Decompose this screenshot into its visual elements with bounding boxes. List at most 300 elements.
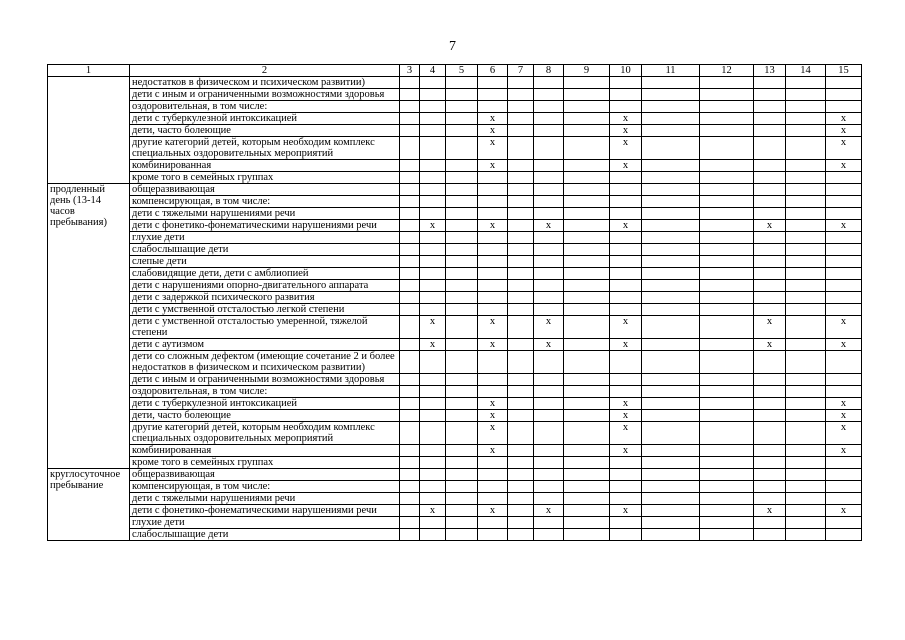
mark-cell: [826, 457, 862, 469]
mark-cell: [642, 386, 700, 398]
mark-cell: [508, 208, 534, 220]
mark-cell: [564, 457, 610, 469]
column-header: 7: [508, 65, 534, 77]
row-label: компенсирующая, в том числе:: [130, 481, 400, 493]
mark-cell: [826, 184, 862, 196]
mark-cell: [420, 422, 446, 445]
table-row: [48, 445, 862, 457]
mark-cell: [446, 280, 478, 292]
mark-cell: [508, 469, 534, 481]
row-label: дети с туберкулезной интоксикацией: [130, 398, 400, 410]
mark-cell: [564, 125, 610, 137]
mark-cell: [508, 184, 534, 196]
column-header: 15: [826, 65, 862, 77]
column-header: 5: [446, 65, 478, 77]
mark-cell: [446, 137, 478, 160]
mark-cell: [400, 268, 420, 280]
mark-cell: [642, 469, 700, 481]
mark-cell: [534, 529, 564, 541]
column-header: 1: [48, 65, 130, 77]
table-row: [48, 517, 862, 529]
mark-cell: [754, 280, 786, 292]
column-header: 4: [420, 65, 446, 77]
mark-cell: [786, 208, 826, 220]
mark-cell: [754, 398, 786, 410]
mark-cell: [478, 529, 508, 541]
mark-cell: x: [478, 505, 508, 517]
mark-cell: [420, 445, 446, 457]
mark-cell: [508, 77, 534, 89]
mark-cell: [826, 101, 862, 113]
mark-cell: x: [826, 220, 862, 232]
row-label: дети со сложным дефектом (имеющие сочетание 2 и более недостатков в физическом и психическом развитии): [130, 351, 400, 374]
mark-cell: [446, 220, 478, 232]
mark-cell: [610, 304, 642, 316]
mark-cell: [610, 292, 642, 304]
mark-cell: [564, 208, 610, 220]
mark-cell: [508, 125, 534, 137]
mark-cell: [534, 89, 564, 101]
mark-cell: [420, 268, 446, 280]
mark-cell: [534, 244, 564, 256]
mark-cell: [446, 208, 478, 220]
mark-cell: [700, 208, 754, 220]
mark-cell: [508, 220, 534, 232]
mark-cell: [534, 160, 564, 172]
mark-cell: x: [478, 316, 508, 339]
mark-cell: [420, 481, 446, 493]
mark-cell: [420, 77, 446, 89]
column-header: 11: [642, 65, 700, 77]
mark-cell: [446, 113, 478, 125]
mark-cell: [400, 351, 420, 374]
mark-cell: [400, 232, 420, 244]
mark-cell: [446, 457, 478, 469]
mark-cell: [564, 232, 610, 244]
mark-cell: x: [610, 113, 642, 125]
mark-cell: x: [610, 422, 642, 445]
mark-cell: x: [610, 160, 642, 172]
mark-cell: [534, 351, 564, 374]
mark-cell: x: [420, 220, 446, 232]
mark-cell: [610, 77, 642, 89]
mark-cell: [786, 292, 826, 304]
mark-cell: [700, 469, 754, 481]
mark-cell: [700, 184, 754, 196]
mark-cell: [786, 77, 826, 89]
mark-cell: [508, 445, 534, 457]
mark-cell: [700, 422, 754, 445]
mark-cell: [700, 481, 754, 493]
row-label: комбинированная: [130, 160, 400, 172]
mark-cell: [610, 517, 642, 529]
mark-cell: [642, 184, 700, 196]
column-header: 13: [754, 65, 786, 77]
mark-cell: [786, 505, 826, 517]
table-row: [48, 244, 862, 256]
table-row: [48, 316, 862, 339]
mark-cell: [564, 505, 610, 517]
mark-cell: [534, 232, 564, 244]
column-header: 10: [610, 65, 642, 77]
mark-cell: [642, 172, 700, 184]
mark-cell: [786, 339, 826, 351]
mark-cell: [642, 445, 700, 457]
mark-cell: [446, 101, 478, 113]
mark-cell: [446, 398, 478, 410]
mark-cell: [446, 445, 478, 457]
mark-cell: [642, 220, 700, 232]
mark-cell: [700, 304, 754, 316]
row-label: другие категорий детей, которым необходим комплекс специальных оздоровительных мероприятий: [130, 422, 400, 445]
mark-cell: [534, 374, 564, 386]
mark-cell: [610, 457, 642, 469]
mark-cell: [420, 184, 446, 196]
row-label: дети, часто болеющие: [130, 410, 400, 422]
mark-cell: [610, 89, 642, 101]
mark-cell: x: [420, 505, 446, 517]
mark-cell: [564, 529, 610, 541]
mark-cell: [826, 89, 862, 101]
mark-cell: [786, 398, 826, 410]
table-row: [48, 386, 862, 398]
mark-cell: [564, 292, 610, 304]
row-label: слабослышащие дети: [130, 529, 400, 541]
mark-cell: x: [610, 505, 642, 517]
mark-cell: [420, 469, 446, 481]
mark-cell: [446, 304, 478, 316]
mark-cell: [564, 220, 610, 232]
mark-cell: [754, 422, 786, 445]
mark-cell: [478, 351, 508, 374]
mark-cell: [700, 89, 754, 101]
mark-cell: [700, 220, 754, 232]
mark-cell: [534, 445, 564, 457]
row-label: дети, часто болеющие: [130, 125, 400, 137]
row-label: общеразвивающая: [130, 184, 400, 196]
mark-cell: [446, 172, 478, 184]
mark-cell: [478, 469, 508, 481]
mark-cell: [786, 160, 826, 172]
row-label: слабослышащие дети: [130, 244, 400, 256]
mark-cell: [642, 457, 700, 469]
mark-cell: [478, 184, 508, 196]
mark-cell: [446, 316, 478, 339]
mark-cell: [534, 493, 564, 505]
mark-cell: [508, 268, 534, 280]
mark-cell: [754, 304, 786, 316]
table-row: [48, 220, 862, 232]
row-label: недостатков в физическом и психическом развитии): [130, 77, 400, 89]
mark-cell: [564, 280, 610, 292]
mark-cell: x: [478, 339, 508, 351]
mark-cell: [534, 125, 564, 137]
mark-cell: x: [754, 505, 786, 517]
mark-cell: [400, 304, 420, 316]
mark-cell: [508, 280, 534, 292]
mark-cell: [754, 386, 786, 398]
table-row: [48, 292, 862, 304]
mark-cell: [754, 77, 786, 89]
mark-cell: [786, 316, 826, 339]
mark-cell: [700, 160, 754, 172]
mark-cell: [400, 172, 420, 184]
mark-cell: [400, 256, 420, 268]
mark-cell: [564, 517, 610, 529]
mark-cell: [700, 292, 754, 304]
table-row: [48, 196, 862, 208]
row-label: слабовидящие дети, дети с амблиопией: [130, 268, 400, 280]
mark-cell: [478, 256, 508, 268]
mark-cell: [754, 469, 786, 481]
mark-cell: [786, 469, 826, 481]
table-row: [48, 101, 862, 113]
mark-cell: [400, 160, 420, 172]
mark-cell: [400, 244, 420, 256]
mark-cell: [700, 410, 754, 422]
row-label: слепые дети: [130, 256, 400, 268]
mark-cell: [446, 232, 478, 244]
mark-cell: [400, 410, 420, 422]
mark-cell: [826, 292, 862, 304]
mark-cell: [564, 196, 610, 208]
mark-cell: x: [826, 316, 862, 339]
mark-cell: [700, 244, 754, 256]
row-label: дети с тяжелыми нарушениями речи: [130, 493, 400, 505]
table-row: [48, 422, 862, 445]
row-label: дети с иным и ограниченными возможностями здоровья: [130, 89, 400, 101]
row-label: дети с туберкулезной интоксикацией: [130, 113, 400, 125]
mark-cell: [754, 445, 786, 457]
mark-cell: [754, 529, 786, 541]
mark-cell: [642, 493, 700, 505]
mark-cell: [508, 304, 534, 316]
mark-cell: x: [610, 220, 642, 232]
mark-cell: [610, 256, 642, 268]
mark-cell: [564, 184, 610, 196]
mark-cell: [400, 77, 420, 89]
mark-cell: [446, 351, 478, 374]
mark-cell: [446, 196, 478, 208]
mark-cell: [754, 256, 786, 268]
mark-cell: [446, 292, 478, 304]
mark-cell: x: [610, 398, 642, 410]
row-label: дети с аутизмом: [130, 339, 400, 351]
row-label: кроме того в семейных группах: [130, 457, 400, 469]
mark-cell: [642, 89, 700, 101]
mark-cell: [508, 160, 534, 172]
mark-cell: [478, 77, 508, 89]
mark-cell: [534, 481, 564, 493]
mark-cell: [478, 304, 508, 316]
mark-cell: [610, 493, 642, 505]
mark-cell: [420, 374, 446, 386]
row-label: дети с умственной отсталостью умеренной, тяжелой степени: [130, 316, 400, 339]
mark-cell: [446, 89, 478, 101]
mark-cell: x: [420, 316, 446, 339]
mark-cell: [420, 410, 446, 422]
mark-cell: [786, 304, 826, 316]
mark-cell: [610, 469, 642, 481]
mark-cell: [642, 398, 700, 410]
mark-cell: [610, 244, 642, 256]
mark-cell: [642, 374, 700, 386]
mark-cell: x: [826, 113, 862, 125]
row-label: оздоровительная, в том числе:: [130, 101, 400, 113]
mark-cell: x: [534, 316, 564, 339]
mark-cell: [700, 339, 754, 351]
mark-cell: x: [826, 160, 862, 172]
mark-cell: [610, 481, 642, 493]
mark-cell: [642, 316, 700, 339]
mark-cell: [754, 101, 786, 113]
mark-cell: [826, 351, 862, 374]
mark-cell: [446, 77, 478, 89]
mark-cell: [508, 422, 534, 445]
mark-cell: [400, 208, 420, 220]
mark-cell: [642, 292, 700, 304]
mark-cell: [754, 517, 786, 529]
mark-cell: x: [610, 339, 642, 351]
mark-cell: [400, 184, 420, 196]
mark-cell: [446, 410, 478, 422]
row-label: глухие дети: [130, 517, 400, 529]
mark-cell: [826, 196, 862, 208]
mark-cell: x: [826, 505, 862, 517]
header-row: [48, 65, 862, 77]
mark-cell: [400, 457, 420, 469]
mark-cell: [478, 244, 508, 256]
mark-cell: [534, 113, 564, 125]
mark-cell: x: [754, 316, 786, 339]
mark-cell: [508, 256, 534, 268]
mark-cell: [420, 398, 446, 410]
row-label: дети с умственной отсталостью легкой степени: [130, 304, 400, 316]
mark-cell: x: [478, 125, 508, 137]
mark-cell: [564, 172, 610, 184]
mark-cell: [754, 232, 786, 244]
mark-cell: [534, 517, 564, 529]
mark-cell: [786, 386, 826, 398]
mark-cell: [642, 77, 700, 89]
mark-cell: [826, 386, 862, 398]
row-label: дети с тяжелыми нарушениями речи: [130, 208, 400, 220]
mark-cell: [826, 374, 862, 386]
mark-cell: [400, 505, 420, 517]
mark-cell: x: [826, 422, 862, 445]
mark-cell: [446, 529, 478, 541]
mark-cell: [420, 457, 446, 469]
mark-cell: [610, 351, 642, 374]
mark-cell: x: [610, 137, 642, 160]
table-row: [48, 529, 862, 541]
mark-cell: [508, 339, 534, 351]
mark-cell: [786, 445, 826, 457]
mark-cell: [534, 410, 564, 422]
mark-cell: [564, 469, 610, 481]
mark-cell: [610, 280, 642, 292]
mark-cell: [400, 292, 420, 304]
mark-cell: [642, 160, 700, 172]
mark-cell: [564, 101, 610, 113]
mark-cell: [508, 529, 534, 541]
mark-cell: [786, 244, 826, 256]
mark-cell: [700, 517, 754, 529]
mark-cell: [610, 268, 642, 280]
row-label: кроме того в семейных группах: [130, 172, 400, 184]
mark-cell: [826, 493, 862, 505]
mark-cell: [420, 101, 446, 113]
mark-cell: [564, 481, 610, 493]
mark-cell: [534, 398, 564, 410]
mark-cell: [400, 469, 420, 481]
mark-cell: x: [826, 445, 862, 457]
column-header: 3: [400, 65, 420, 77]
mark-cell: [786, 125, 826, 137]
mark-cell: [700, 398, 754, 410]
mark-cell: [420, 125, 446, 137]
row-label: дети с иным и ограниченными возможностями здоровья: [130, 374, 400, 386]
mark-cell: [642, 101, 700, 113]
mark-cell: [564, 422, 610, 445]
table-row: [48, 481, 862, 493]
mark-cell: [508, 89, 534, 101]
mark-cell: [786, 184, 826, 196]
table-row: [48, 351, 862, 374]
mark-cell: [400, 445, 420, 457]
mark-cell: [564, 339, 610, 351]
mark-cell: [508, 172, 534, 184]
mark-cell: [420, 517, 446, 529]
mark-cell: [642, 339, 700, 351]
mark-cell: [786, 256, 826, 268]
mark-cell: x: [610, 445, 642, 457]
table-row: [48, 113, 862, 125]
mark-cell: [564, 445, 610, 457]
mark-cell: [786, 172, 826, 184]
row-label: компенсирующая, в том числе:: [130, 196, 400, 208]
mark-cell: [786, 529, 826, 541]
mark-cell: [642, 268, 700, 280]
mark-cell: x: [534, 339, 564, 351]
mark-cell: [420, 160, 446, 172]
mark-cell: [642, 113, 700, 125]
row-label: дети с фонетико-фонематическими нарушениями речи: [130, 220, 400, 232]
table-row: [48, 339, 862, 351]
mark-cell: [508, 374, 534, 386]
mark-cell: [446, 386, 478, 398]
table-row: [48, 493, 862, 505]
column-header: 12: [700, 65, 754, 77]
mark-cell: [446, 244, 478, 256]
mark-cell: [700, 316, 754, 339]
column-header: 9: [564, 65, 610, 77]
mark-cell: [700, 172, 754, 184]
mark-cell: [610, 208, 642, 220]
mark-cell: [754, 125, 786, 137]
mark-cell: [508, 398, 534, 410]
mark-cell: [786, 410, 826, 422]
mark-cell: [786, 89, 826, 101]
mark-cell: [446, 184, 478, 196]
mark-cell: x: [826, 339, 862, 351]
mark-cell: [642, 137, 700, 160]
mark-cell: [420, 232, 446, 244]
mark-cell: [420, 137, 446, 160]
mark-cell: [400, 280, 420, 292]
mark-cell: [700, 505, 754, 517]
table-row: [48, 160, 862, 172]
